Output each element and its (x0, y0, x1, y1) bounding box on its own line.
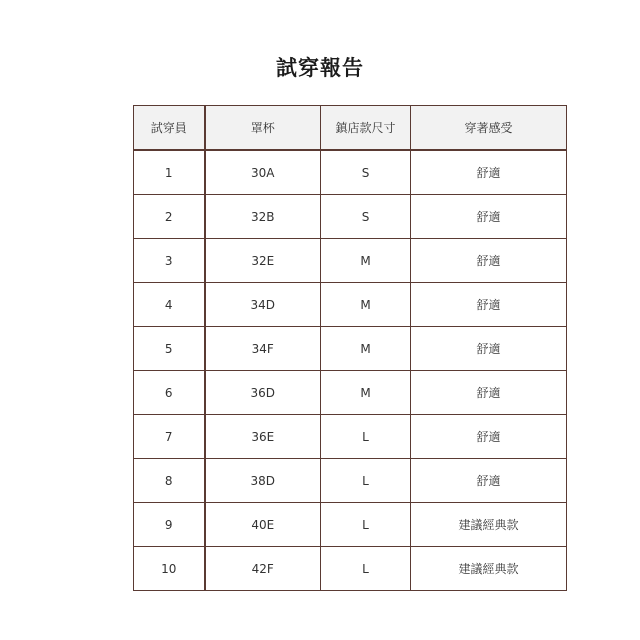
cell-size: L (321, 503, 411, 547)
cell-size: S (321, 150, 411, 195)
header-row (134, 106, 567, 151)
cell-feeling: 舒適 (411, 195, 567, 239)
cell-tester: 3 (134, 239, 205, 283)
cell-cup: 34F (205, 327, 321, 371)
table-row (134, 503, 567, 547)
header-tester: 試穿員 (134, 106, 205, 151)
table-row (134, 415, 567, 459)
table-row (134, 283, 567, 327)
header-cup: 罩杯 (205, 106, 321, 151)
table-row (134, 239, 567, 283)
cell-size: L (321, 547, 411, 591)
table-row (134, 195, 567, 239)
header-size: 鎮店款尺寸 (321, 106, 411, 151)
cell-feeling: 舒適 (411, 371, 567, 415)
cell-cup: 32B (205, 195, 321, 239)
cell-tester: 4 (134, 283, 205, 327)
cell-feeling: 建議經典款 (411, 503, 567, 547)
cell-tester: 1 (134, 150, 205, 195)
fitting-report-table (133, 105, 567, 591)
table-row (134, 327, 567, 371)
cell-cup: 36E (205, 415, 321, 459)
cell-tester: 6 (134, 371, 205, 415)
table-row (134, 371, 567, 415)
cell-tester: 7 (134, 415, 205, 459)
cell-tester: 5 (134, 327, 205, 371)
cell-size: M (321, 371, 411, 415)
cell-tester: 8 (134, 459, 205, 503)
table-row (134, 547, 567, 591)
cell-cup: 32E (205, 239, 321, 283)
cell-cup: 36D (205, 371, 321, 415)
cell-feeling: 舒適 (411, 239, 567, 283)
table-row (134, 150, 567, 195)
table-header (134, 106, 567, 151)
cell-size: M (321, 239, 411, 283)
cell-size: M (321, 327, 411, 371)
cell-tester: 9 (134, 503, 205, 547)
cell-tester: 2 (134, 195, 205, 239)
cell-feeling: 舒適 (411, 327, 567, 371)
page-title: 試穿報告 (276, 56, 364, 80)
cell-feeling: 舒適 (411, 459, 567, 503)
cell-size: S (321, 195, 411, 239)
cell-size: L (321, 415, 411, 459)
cell-cup: 30A (205, 150, 321, 195)
cell-cup: 42F (205, 547, 321, 591)
cell-size: L (321, 459, 411, 503)
cell-tester: 10 (134, 547, 205, 591)
cell-feeling: 舒適 (411, 283, 567, 327)
cell-cup: 40E (205, 503, 321, 547)
header-feeling: 穿著感受 (411, 106, 567, 151)
cell-cup: 38D (205, 459, 321, 503)
cell-size: M (321, 283, 411, 327)
cell-feeling: 舒適 (411, 415, 567, 459)
cell-feeling: 建議經典款 (411, 547, 567, 591)
cell-feeling: 舒適 (411, 150, 567, 195)
cell-cup: 34D (205, 283, 321, 327)
table-body (134, 150, 567, 591)
table-row (134, 459, 567, 503)
